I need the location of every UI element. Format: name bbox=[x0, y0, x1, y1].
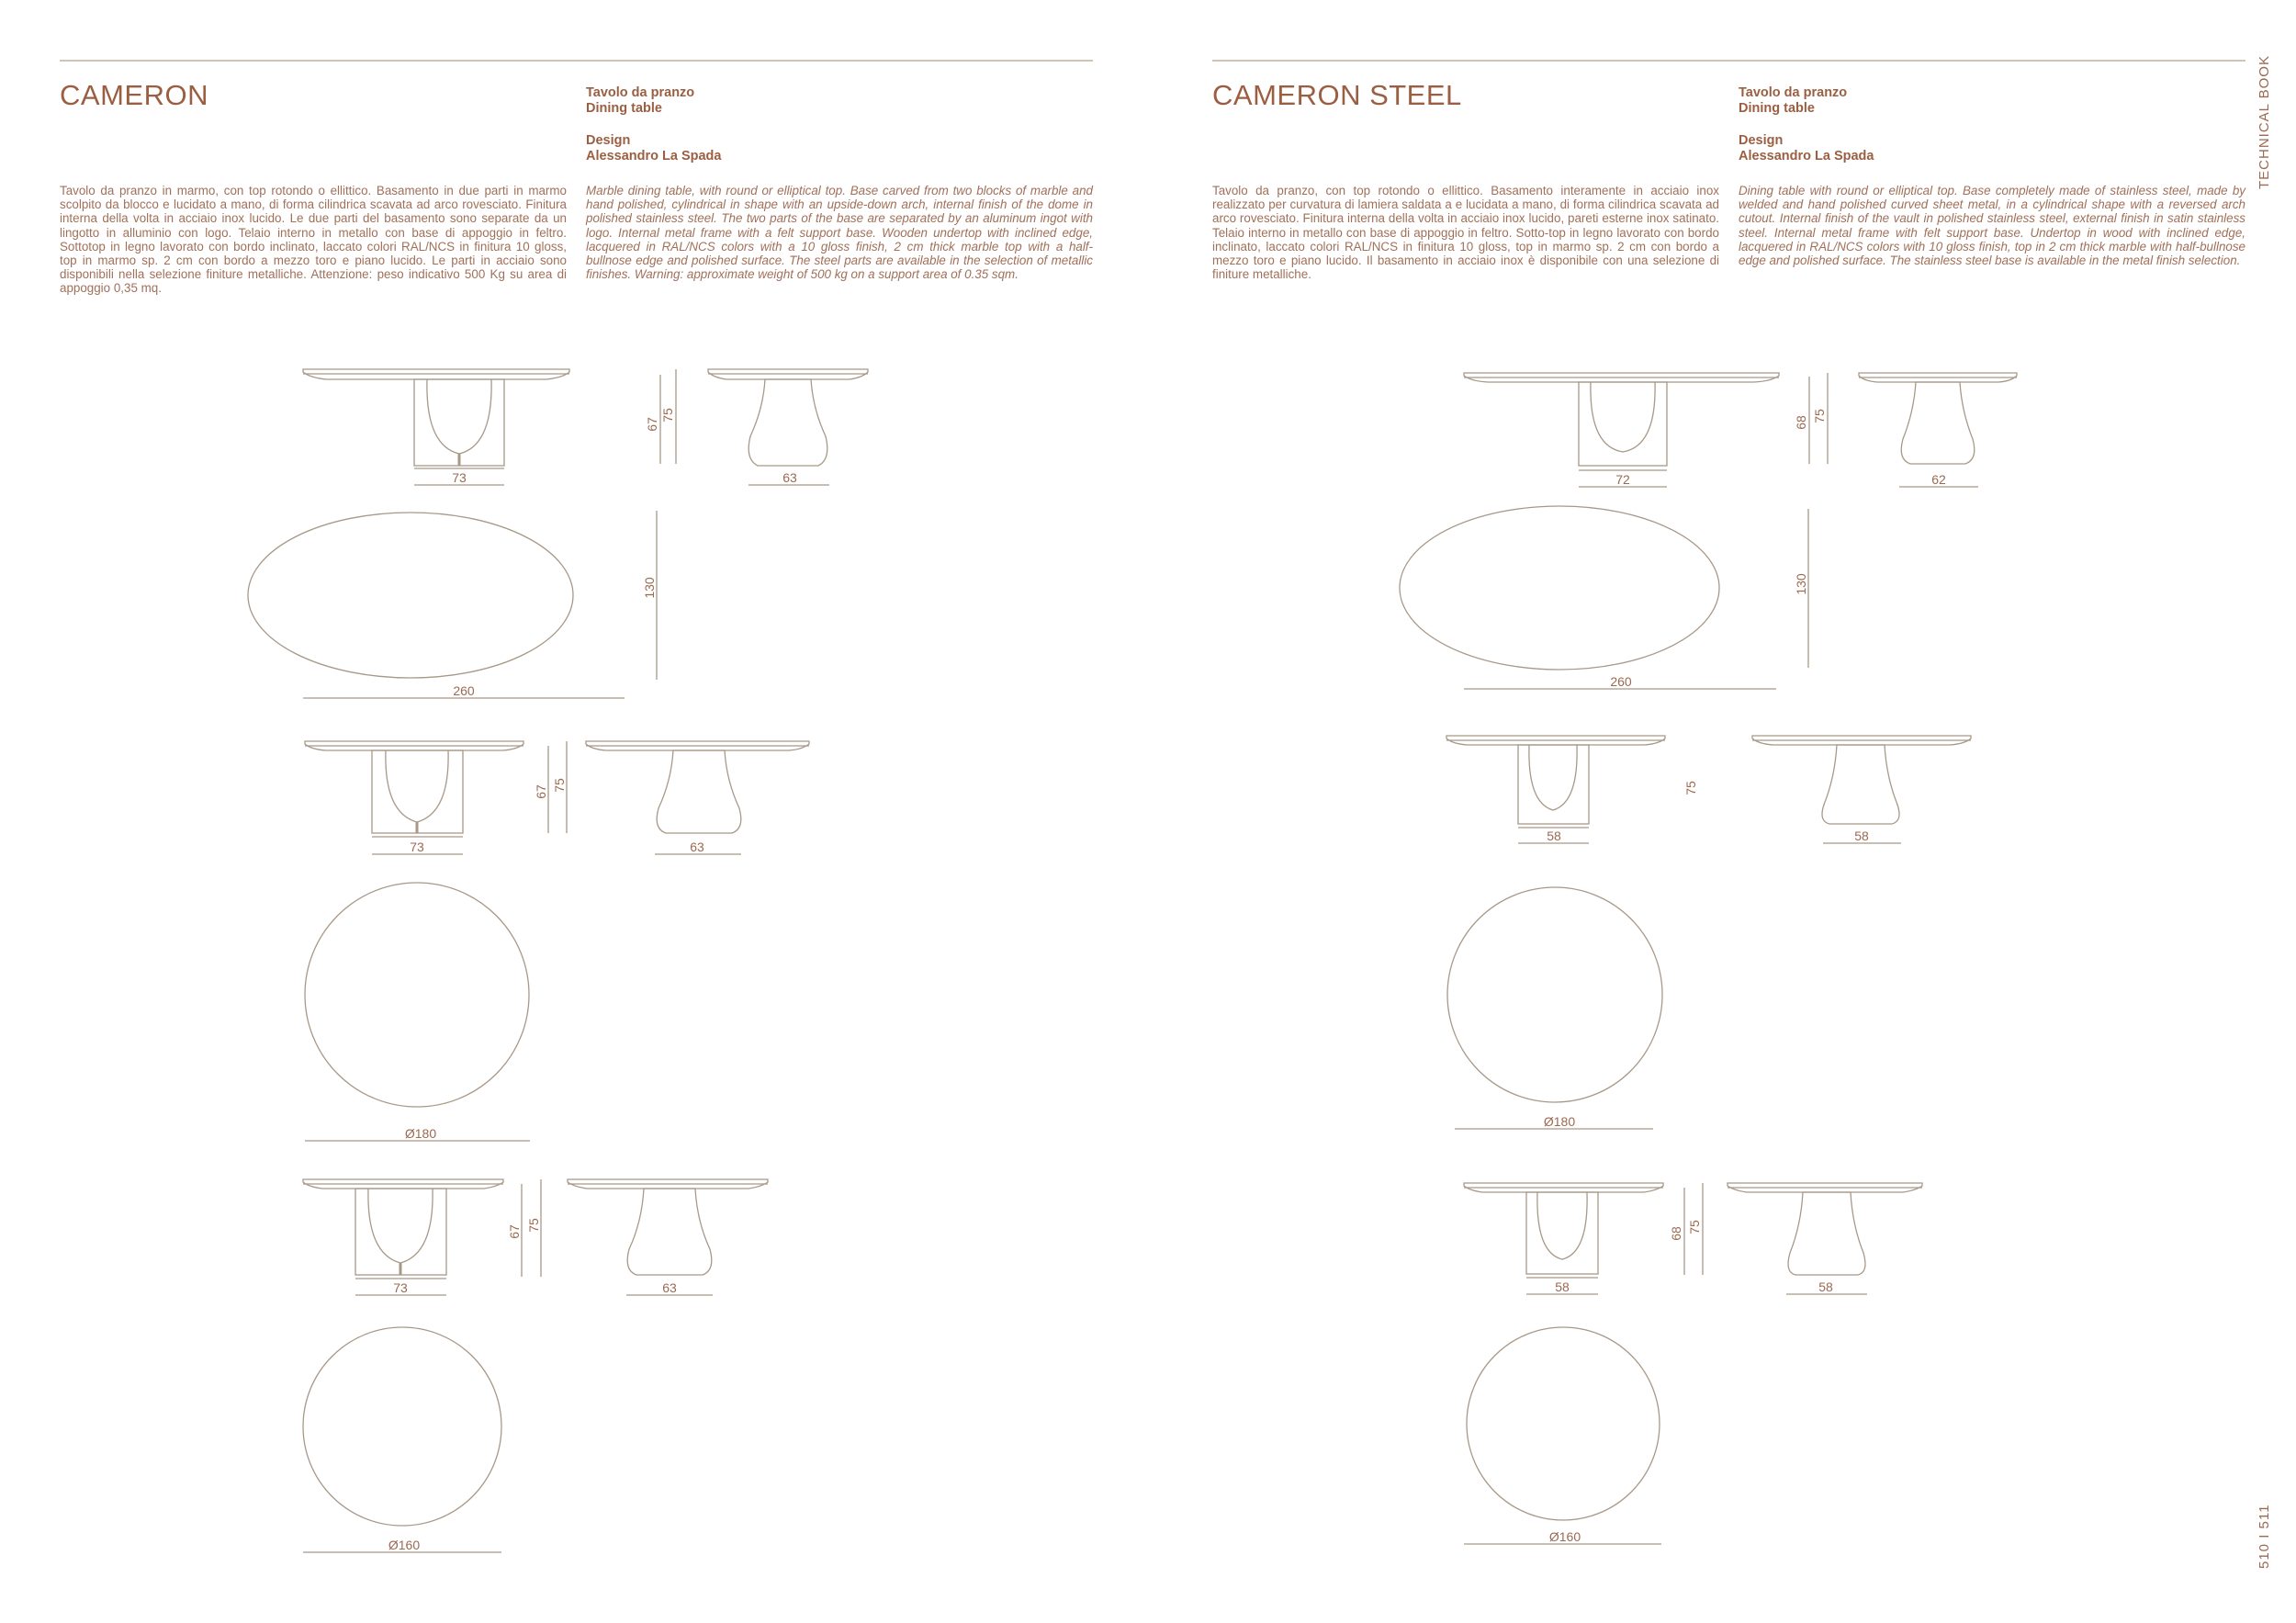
round-top-plan-160 bbox=[303, 1327, 501, 1526]
oval-top-plan bbox=[1400, 506, 1719, 670]
dimension-front-depth: 58 bbox=[1547, 828, 1561, 843]
dimension-front-depth: 73 bbox=[452, 470, 467, 485]
product-type-it: Tavolo da pranzo bbox=[586, 85, 695, 100]
design-label: Design bbox=[586, 133, 631, 148]
dimension-front-depth: 73 bbox=[393, 1280, 408, 1295]
product-type-it: Tavolo da pranzo bbox=[1739, 85, 1848, 100]
dimension-side-depth: 63 bbox=[782, 470, 797, 485]
page-numbers: 510 I 511 bbox=[2257, 1504, 2272, 1569]
dimension-total-height: 75 bbox=[552, 778, 567, 793]
description-italian: Tavolo da pranzo, con top rotondo o ellittico. Basamento interamente in acciaio inox realizzato per curvatura di lamiera saldata a e lucidata a mano, di forma cilindrica scavata ad arco rovesciato. Finitura interna della volta in acciaio inox lucido, pareti esterne inox satinato. Telaio interno in metallo con base di appoggio in feltro. Sotto-top in legno lavorato con bordo inclinato, laccato colori RAL/NCS in finitura 10 gloss, top in marmo sp. 2 cm con bordo a mezzo toro e piano lucido. Il basamento in acciaio inox è disponibile con una selezione di finiture metalliche. bbox=[1212, 184, 1719, 282]
round-top-plan-160 bbox=[1467, 1327, 1660, 1520]
description-english: Dining table with round or elliptical top. Base completely made of stainless steel, made by welded and hand polished curved sheet metal, in a cylindrical shape with a reversed arch cutout. Internal finish of the vault in polished stainless steel, external finish in satin stainless steel. Internal metal frame with felt support base. Undertop in wood with inclined edge, lacquered in RAL/NCS colors with 10 gloss finish, top in 2 cm thick marble with half-bullnose edge and polished surface. The stainless steel base is available in the metal finish selection. bbox=[1739, 184, 2245, 268]
round-top-plan-180 bbox=[305, 883, 529, 1107]
side-view-drawing bbox=[1752, 736, 1971, 843]
front-view-drawing bbox=[1464, 1183, 1663, 1294]
dimension-side-depth: 63 bbox=[690, 840, 704, 854]
front-view-drawing bbox=[303, 1179, 503, 1295]
description-english: Marble dining table, with round or elliptical top. Base carved from two blocks of marble and hand polished, cylindrical in shape with an upside-down arch, internal finish of the dome in polished stainless steel. The two parts of the base are separated by an aluminum ingot with logo. Internal metal frame with a felt support base. Wooden undertop with inclined edge, lacquered in RAL/NCS colors with a 10 gloss finish, 2 cm thick marble top with a half-bullnose edge and polished surface. The steel parts are available in the selection of metallic finishes. Warning: approximate weight of 500 kg on a support area of 0.35 sqm. bbox=[586, 184, 1093, 282]
dimension-side-depth: 58 bbox=[1818, 1279, 1833, 1294]
oval-top-plan bbox=[248, 513, 573, 678]
round-top-plan-180 bbox=[1447, 887, 1662, 1102]
dimension-side-depth: 62 bbox=[1931, 472, 1946, 487]
technical-drawings bbox=[60, 0, 1162, 1623]
product-title: CAMERON bbox=[60, 79, 208, 111]
front-view-drawing bbox=[303, 369, 569, 485]
designer-name: Alessandro La Spada bbox=[1739, 149, 1874, 163]
dimension-total-height: 75 bbox=[660, 408, 675, 423]
dimension-diameter-180: Ø180 bbox=[1543, 1114, 1576, 1129]
side-view-drawing bbox=[708, 369, 868, 485]
dimension-front-depth: 58 bbox=[1555, 1279, 1570, 1294]
dimension-leg-height: 67 bbox=[534, 784, 548, 799]
dimension-total-height: 75 bbox=[526, 1218, 541, 1233]
sidebar bbox=[2255, 55, 2279, 1578]
technical-book-label: TECHNICAL BOOK bbox=[2257, 55, 2272, 189]
side-view-drawing bbox=[568, 1179, 768, 1295]
dimension-front-depth: 72 bbox=[1615, 472, 1630, 487]
dimension-total-height: 75 bbox=[1812, 409, 1827, 423]
front-view-drawing bbox=[1464, 373, 1779, 487]
dimension-oval-width: 260 bbox=[1610, 674, 1632, 689]
dimension-side-depth: 63 bbox=[662, 1280, 677, 1295]
front-view-drawing bbox=[1446, 736, 1665, 843]
dimension-oval-depth: 130 bbox=[1794, 573, 1808, 595]
dimension-front-depth: 73 bbox=[410, 840, 424, 854]
dimension-side-depth: 58 bbox=[1854, 828, 1869, 843]
product-title: CAMERON STEEL bbox=[1212, 79, 1462, 111]
designer-name: Alessandro La Spada bbox=[586, 149, 722, 163]
front-view-drawing bbox=[305, 741, 523, 854]
product-type-en: Dining table bbox=[586, 101, 662, 116]
dimension-leg-height: 68 bbox=[1794, 415, 1808, 430]
dimension-diameter-160: Ø160 bbox=[388, 1538, 421, 1552]
dimension-total-height: 75 bbox=[1683, 781, 1698, 795]
dimension-diameter-180: Ø180 bbox=[404, 1126, 437, 1141]
dimension-diameter-160: Ø160 bbox=[1548, 1529, 1581, 1544]
dimension-oval-depth: 130 bbox=[642, 577, 657, 599]
side-view-drawing bbox=[586, 741, 809, 854]
side-view-drawing bbox=[1728, 1183, 1922, 1294]
design-label: Design bbox=[1739, 133, 1784, 148]
product-type-en: Dining table bbox=[1739, 101, 1815, 116]
dimension-total-height: 75 bbox=[1687, 1220, 1702, 1234]
description-italian: Tavolo da pranzo in marmo, con top rotondo o ellittico. Basamento in due parti in marmo scolpito da blocco e lucidato a mano, di forma cilindrica scavata ad arco rovesciato. Finitura interna della volta in acciaio inox lucido. Le due parti del basamento sono separate da un lingotto in alluminio con logo. Telaio interno in metallo con base di appoggio in feltro. Sottotop in legno lavorato con bordo inclinato, laccato colori RAL/NCS in finitura 10 gloss, top in marmo sp. 2 cm con bordo a mezzo toro e piano lucido. Le parti in acciaio sono disponibili nella selezione finiture metalliche. Attenzione: peso indicativo 500 Kg su area di appoggio 0,35 mq. bbox=[60, 184, 567, 296]
dimension-leg-height: 67 bbox=[507, 1224, 522, 1239]
side-view-drawing bbox=[1859, 373, 2017, 487]
left-page bbox=[60, 0, 1162, 1623]
dimension-leg-height: 67 bbox=[645, 417, 659, 432]
right-page bbox=[1212, 0, 2296, 1623]
technical-drawings bbox=[1212, 0, 2296, 1623]
dimension-oval-width: 260 bbox=[453, 683, 475, 698]
dimension-leg-height: 68 bbox=[1669, 1226, 1683, 1241]
